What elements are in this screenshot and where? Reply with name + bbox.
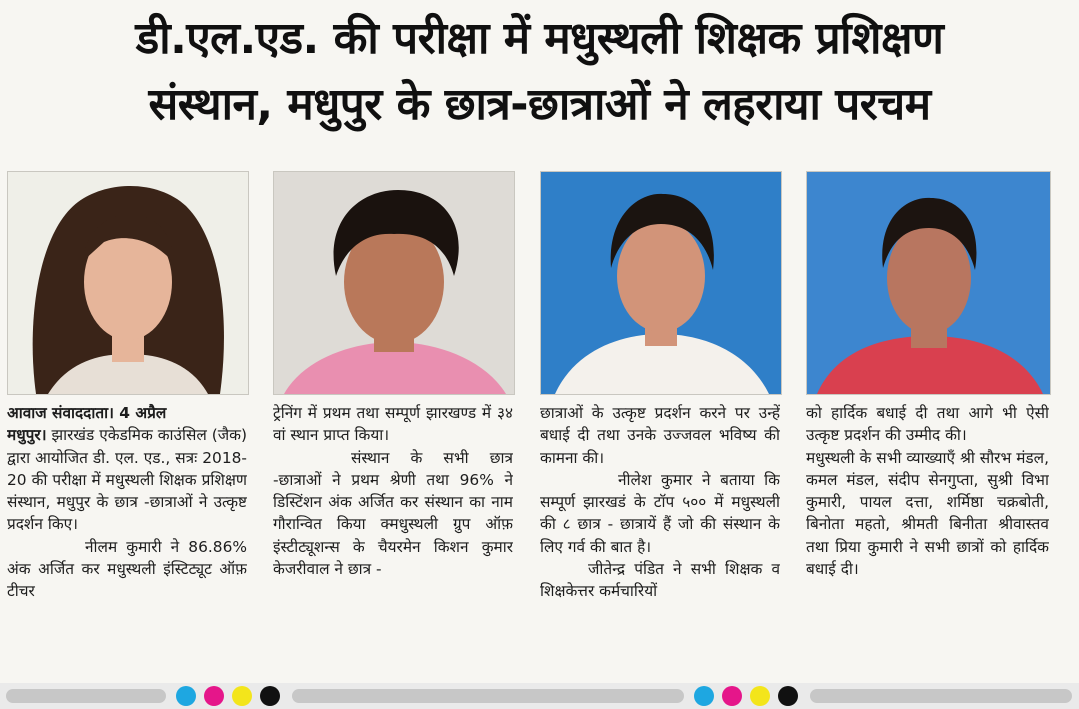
article-column-3	[540, 402, 780, 670]
student-photo-1	[7, 171, 249, 395]
paragraph: जीतेन्द्र पंडित ने सभी शिक्षक व शिक्षकेत्तर कर्मचारियों	[540, 560, 780, 601]
registration-bar	[810, 689, 1072, 703]
article-column-1	[7, 402, 247, 670]
article-column-4	[806, 402, 1049, 670]
paragraph: छात्राओं के उत्कृष्ट प्रदर्शन करने पर उन्हें बधाई दी तथा उनके उज्जवल भविष्य की कामना की।	[540, 404, 780, 467]
article-column-2	[273, 402, 513, 670]
paragraph: मधुस्थली के सभी व्याख्याएँ श्री सौरभ मंडल, कमल मंडल, संदीप सेनगुप्ता, सुश्री विभा कुमारी, पायल दत्ता, शर्मिष्ठा चक्रबोती, बिनोता महतो, श्रीमती बिनीता श्रीवास्तव तथा प्रिया कुमारी ने सभी छात्रों को हार्दिक बधाई दी।	[806, 448, 1049, 579]
registration-bar	[6, 689, 166, 703]
registration-mark	[176, 686, 196, 706]
registration-mark	[204, 686, 224, 706]
registration-mark	[722, 686, 742, 706]
registration-bar	[292, 689, 684, 703]
paragraph: को हार्दिक बधाई दी तथा आगे भी ऐसी उत्कृष्ट प्रदर्शन की उम्मीद की।	[806, 404, 1049, 445]
student-photo-3	[540, 171, 782, 395]
registration-mark	[750, 686, 770, 706]
registration-mark	[232, 686, 252, 706]
paragraph: नीलेश कुमार ने बताया कि सम्पूर्ण झारखडं के टॉप ५०० में मधुस्थली की ८ छात्र - छात्रायें हैं जो की संस्थान के लिए गर्व की बात है।	[540, 470, 780, 556]
paragraph: संस्थान के सभी छात्र -छात्राओं ने प्रथम श्रेणी तथा 96% ने डिस्टिंशन अंक अर्जित कर संस्थान का नाम गौरान्वित किया क्मधुस्थली ग्रुप ऑफ़ इंस्टीट्यूशन्स के चैयरमेन किशन कुमार केजरीवाल ने छात्र -	[273, 448, 513, 579]
headline-line-2: संस्थान, मधुपुर के छात्र-छात्राओं ने लहराया परचम	[148, 79, 931, 130]
place-name: मधुपुर।	[7, 426, 47, 445]
registration-mark	[694, 686, 714, 706]
headline-line-1: डी.एल.एड. की परीक्षा में मधुस्थली शिक्षक प्रशिक्षण	[135, 13, 944, 64]
headline	[0, 6, 1079, 138]
paragraph: नीलम कुमारी ने 86.86% अंक अर्जित कर मधुस्थली इंस्टिट्यूट ऑफ़ टीचर	[7, 537, 247, 601]
student-photo-4	[806, 171, 1051, 395]
dateline: आवाज संवाददाता। 4 अप्रैल	[7, 404, 167, 422]
paragraph: ट्रेनिंग में प्रथम तथा सम्पूर्ण झारखण्ड में ३४ वां स्थान प्राप्त किया।	[273, 404, 513, 445]
registration-mark	[260, 686, 280, 706]
registration-mark	[778, 686, 798, 706]
paragraph: झारखंड एकेडमिक काउंसिल (जैक) द्वारा आयोजित डी. एल. एड., सत्रः 2018-20 की परीक्षा में मधुस्थली शिक्षक प्रशिक्षण संस्थान, मधुपुर के छात्र -छात्राओं ने उत्कृष्ट प्रदर्शन किए।	[7, 426, 247, 534]
student-photo-2	[273, 171, 515, 395]
